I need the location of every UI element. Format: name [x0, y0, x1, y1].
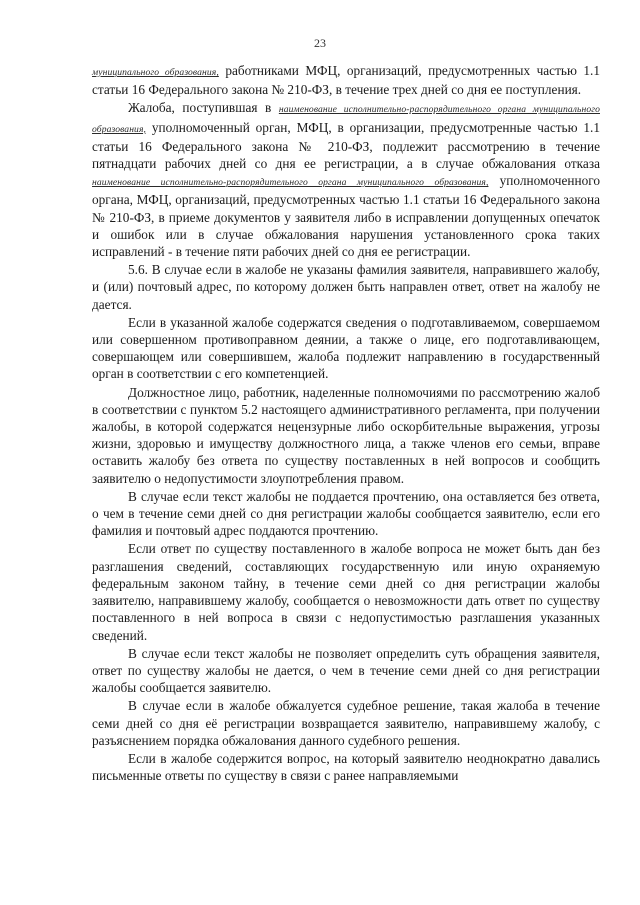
paragraph-2	[92, 99, 600, 260]
paragraph-7: Если ответ по существу поставленного в жалобе вопроса не может быть дан без разглашения сведений, составляющих государственную или иную охраняемую федеральным законом тайну, в течение семи дней со дня регистрации жалобы заявителю, направившему жалобу, сообщается о невозможности дать ответ по существу поставленного в ней вопроса в связи с недопустимостью разглашения указанных сведений.	[92, 541, 600, 643]
underlined-placeholder: муниципального образования,	[92, 67, 219, 78]
underlined-placeholder: наименование исполнительно-распорядительного органа муниципального образования,	[92, 177, 489, 189]
document-body	[92, 62, 600, 785]
paragraph-3: 5.6. В случае если в жалобе не указаны фамилия заявителя, направившего жалобу, и (или) почтовый адрес, по которому должен быть направлен ответ, ответ на жалобу не дается.	[92, 262, 600, 312]
paragraph-1	[92, 62, 600, 98]
paragraph-8: В случае если текст жалобы не позволяет определить суть обращения заявителя, ответ по существу жалобы не дается, о чем в течение семи дней со дня регистрации жалобы сообщается заявителю.	[92, 645, 600, 696]
paragraph-6: В случае если текст жалобы не поддается прочтению, она оставляется без ответа, о чем в течение семи дней со дня регистрации жалобы сообщается заявителю, если его фамилия и почтовый адрес поддаются прочтению.	[92, 488, 600, 539]
paragraph-text: уполномоченный орган, МФЦ, в организации, предусмотренные частью 1.1 статьи 16 Федерального закона № 210-ФЗ, подлежит рассмотрению в течение пятнадцати рабочих дней со дня ее регистрации, а в случае обжалования отказа	[92, 119, 600, 172]
paragraph-10: Если в жалобе содержится вопрос, на который заявителю неоднократно давались письменные ответы по существу в связи с ранее направляемыми	[92, 750, 600, 784]
underlined-placeholder: наименование исполнительно-распорядительного органа муниципального образования,	[92, 104, 600, 135]
paragraph-text: Жалоба, поступившая в	[128, 100, 279, 116]
paragraph-9: В случае если в жалобе обжалуется судебное решение, такая жалоба в течение семи дней со дня её регистрации возвращается заявителю, направившему жалобу, с разъяснением порядка обжалования данного судебного решения.	[92, 698, 600, 748]
paragraph-text: работниками МФЦ, организаций, предусмотренных частью 1.1 статьи 16 Федерального закона № 210-ФЗ, в течение трех дней со дня ее поступления.	[92, 63, 600, 98]
paragraph-text: уполномоченного органа, МФЦ, организаций, предусмотренных частью 1.1 статьи 16 Федерального закона № 210-ФЗ, в приеме документов у заявителя либо в исправлении допущенных опечаток и ошибок или в случае обжалования нарушения установленного срока таких исправлений - в течение пяти рабочих дней со дня ее регистрации.	[92, 173, 601, 260]
paragraph-4: Если в указанной жалобе содержатся сведения о подготавливаемом, совершаемом или совершенном противоправном деянии, а также о лице, его подготавливающем, совершающем или совершившем, жалоба подлежит направлению в государственный орган в соответствии с его компетенцией.	[92, 314, 600, 382]
page-number: 23	[314, 36, 326, 50]
paragraph-5: Должностное лицо, работник, наделенные полномочиями по рассмотрению жалоб в соответствии с пунктом 5.2 настоящего административного регламента, при получении жалобы, в которой содержатся нецензурные либо оскорбительные выражения, угрозы жизни, здоровью и имуществу должностного лица, а также членов его семьи, вправе оставить жалобу без ответа по существу поставленных в ней вопросов и сообщить заявителю о недопустимости злоупотребления правом.	[92, 384, 600, 486]
